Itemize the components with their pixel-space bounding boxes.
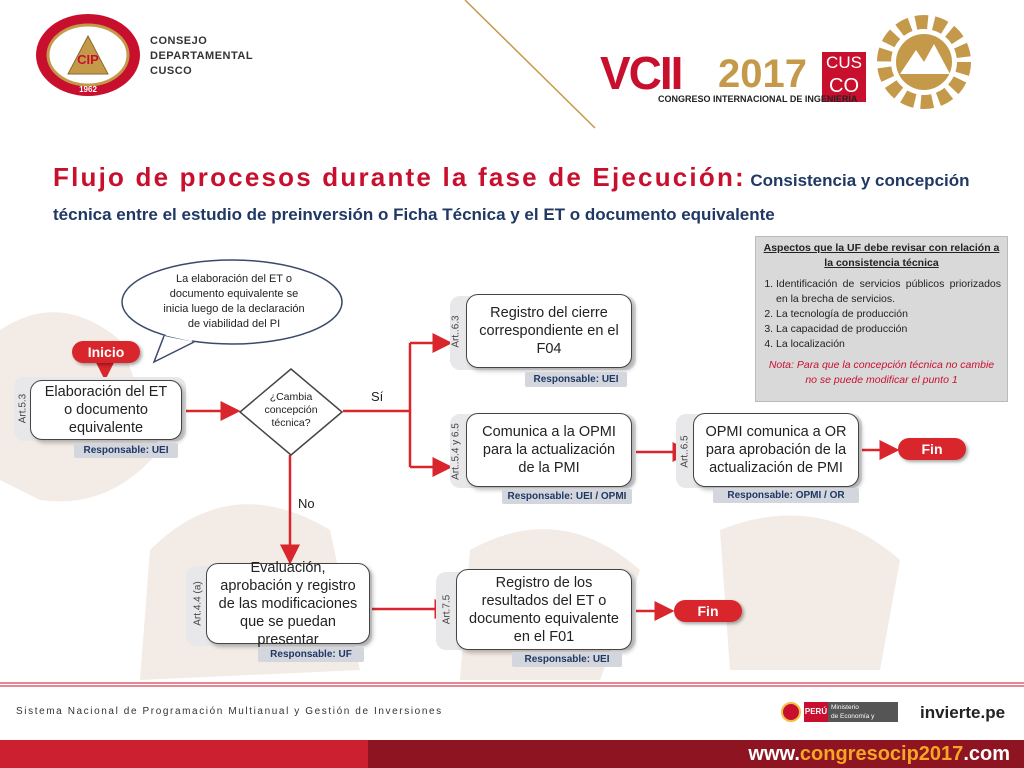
aspects-panel [755, 236, 1008, 402]
no-label: No [298, 496, 315, 511]
aspect-item-3: 3. La capacidad de producción [776, 322, 1001, 337]
event-subtitle: CONGRESO INTERNACIONAL DE INGENIERÍA [658, 94, 858, 104]
resp-comunica-opmi: Responsable: UEI / OPMI [502, 489, 632, 504]
org-line-3: CUSCO [150, 65, 193, 77]
event-city-1: CUS [826, 53, 862, 72]
end-node-1: Fin [898, 438, 966, 460]
event-mark: VCII [600, 47, 682, 99]
event-year: 2017 [718, 52, 807, 96]
invierte-brand: invierte.pe [920, 703, 1006, 722]
art-label-elaboracion: Art.5.3 [17, 393, 29, 424]
art-label-registro-cierre: Art..6.3 [450, 315, 462, 348]
callout-text: La elaboración del ET o documento equivalente se inicia luego de la declaración de viabilidad del PI [163, 273, 305, 330]
url-prefix: www. [748, 743, 800, 765]
aspect-item-2: 2. La tecnología de producción [776, 307, 1001, 322]
url-suffix: .com [963, 743, 1010, 765]
step-comunica-opmi: Comunica a la OPMI para la actualización de la PMI [466, 413, 632, 487]
peru-shield-icon [781, 702, 801, 722]
congress-url[interactable] [748, 740, 1010, 768]
event-city-2: CO [829, 75, 859, 97]
resp-registro-cierre: Responsable: UEI [525, 372, 627, 387]
logo-year: 1962 [79, 85, 97, 94]
ministry-label [828, 702, 898, 729]
ministry-line-1: Ministerio [831, 704, 859, 711]
yes-label: Sí [371, 389, 384, 404]
aspect-item-1: 1. Identificación de servicios públicos priorizados en la brecha de servicios. [776, 277, 1001, 307]
art-label-evaluacion: Art.4.4 (a) [192, 581, 204, 626]
resp-opmi-comunica: Responsable: OPMI / OR [713, 488, 859, 503]
title-main: Flujo de procesos durante la fase de Ejecución: [53, 162, 746, 192]
resp-evaluacion: Responsable: UF [258, 647, 364, 662]
title-sub-2: técnica entre el estudio de preinversión o Ficha Técnica y el ET o documento equivalente [53, 205, 775, 224]
aspects-heading: Aspectos que la UF debe revisar con relación a la consistencia técnica [763, 242, 1000, 269]
end-node-2: Fin [674, 600, 742, 622]
resp-registro-resultados: Responsable: UEI [512, 652, 622, 667]
org-line-2: DEPARTAMENTAL [150, 50, 254, 62]
step-opmi-comunica: OPMI comunica a OR para aprobación de la actualización de PMI [693, 413, 859, 487]
step-registro-cierre: Registro del cierre correspondiente en el F04 [466, 294, 632, 368]
org-line-1: CONSEJO [150, 35, 208, 47]
decision-text: ¿Cambia concepción técnica? [264, 391, 318, 429]
url-domain: congresocip2017 [799, 743, 964, 765]
title-sub-1: Consistencia y concepción [750, 171, 970, 190]
logo-initials: CIP [77, 52, 99, 67]
art-label-registro-resultados: Art.7.5 [441, 594, 453, 625]
aspects-note: Nota: Para que la concepción técnica no cambie no se puede modificar el punto 1 [768, 359, 995, 386]
peru-label: PERÚ [804, 702, 828, 722]
start-node: Inicio [72, 341, 140, 363]
step-evaluacion: Evaluación, aprobación y registro de las modificaciones que se puedan presentar [206, 563, 370, 644]
art-label-opmi-comunica: Art..6.5 [679, 435, 691, 468]
aspects-list [762, 277, 1001, 352]
aspect-item-4: 4. La localización [776, 337, 1001, 352]
footer-system-name: Sistema Nacional de Programación Multianual y Gestión de Inversiones [16, 706, 443, 717]
ministry-line-2: de Economía y Finanzas [831, 713, 875, 729]
resp-elaboracion: Responsable: UEI [74, 443, 178, 458]
step-registro-resultados: Registro de los resultados del ET o documento equivalente en el F01 [456, 569, 632, 650]
art-label-comunica-opmi: Art..5.4 y 6.5 [450, 423, 462, 480]
step-elaboracion: Elaboración del ET o documento equivalente [30, 380, 182, 440]
